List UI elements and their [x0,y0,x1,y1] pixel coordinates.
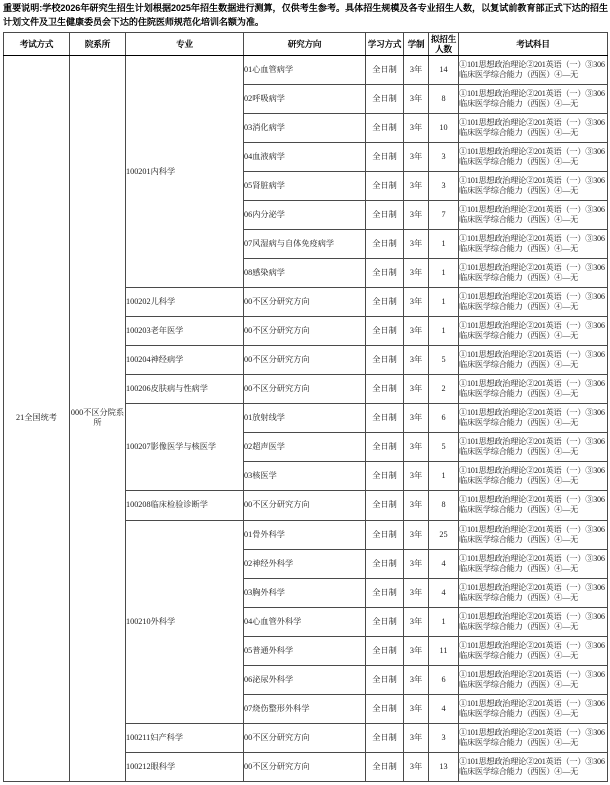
cell-study-mode: 全日制 [366,317,404,346]
cell-major: 100206皮肤病与性病学 [126,375,244,404]
cell-duration: 3年 [404,85,429,114]
cell-direction: 03消化病学 [244,114,366,143]
cell-subjects: ①101思想政治理论②201英语（一）③306临床医学综合能力（西医）④—无 [459,433,608,462]
admission-catalog-table [3,32,608,782]
cell-duration: 3年 [404,723,429,752]
header-subjects: 考试科目 [459,33,608,56]
cell-quota: 1 [429,607,459,636]
cell-subjects: ①101思想政治理论②201英语（一）③306临床医学综合能力（西医）④—无 [459,114,608,143]
header-duration: 学制 [404,33,429,56]
cell-duration: 3年 [404,288,429,317]
cell-quota: 3 [429,172,459,201]
cell-study-mode: 全日制 [366,491,404,520]
cell-direction: 01放射线学 [244,404,366,433]
cell-quota: 14 [429,56,459,85]
cell-quota: 25 [429,520,459,549]
cell-subjects: ①101思想政治理论②201英语（一）③306临床医学综合能力（西医）④—无 [459,317,608,346]
cell-direction: 02呼吸病学 [244,85,366,114]
cell-direction: 00不区分研究方向 [244,752,366,781]
header-exam-mode: 考试方式 [4,33,70,56]
cell-major: 100212眼科学 [126,752,244,781]
cell-direction: 06泌尿外科学 [244,665,366,694]
cell-direction: 06内分泌学 [244,201,366,230]
cell-study-mode: 全日制 [366,549,404,578]
cell-study-mode: 全日制 [366,56,404,85]
cell-direction: 04血液病学 [244,143,366,172]
cell-major: 100201内科学 [126,56,244,288]
cell-quota: 11 [429,636,459,665]
cell-subjects: ①101思想政治理论②201英语（一）③306临床医学综合能力（西医）④—无 [459,636,608,665]
cell-duration: 3年 [404,520,429,549]
cell-duration: 3年 [404,752,429,781]
header-department: 院系所 [70,33,126,56]
cell-duration: 3年 [404,201,429,230]
cell-quota: 6 [429,404,459,433]
cell-subjects: ①101思想政治理论②201英语（一）③306临床医学综合能力（西医）④—无 [459,375,608,404]
cell-major: 100207影像医学与核医学 [126,404,244,491]
cell-duration: 3年 [404,549,429,578]
cell-quota: 3 [429,143,459,172]
cell-quota: 5 [429,433,459,462]
cell-quota: 1 [429,259,459,288]
cell-study-mode: 全日制 [366,201,404,230]
cell-study-mode: 全日制 [366,404,404,433]
cell-department: 000不区分院系所 [70,56,126,782]
cell-subjects: ①101思想政治理论②201英语（一）③306临床医学综合能力（西医）④—无 [459,752,608,781]
cell-quota: 1 [429,317,459,346]
cell-duration: 3年 [404,694,429,723]
cell-quota: 13 [429,752,459,781]
cell-direction: 00不区分研究方向 [244,375,366,404]
cell-study-mode: 全日制 [366,578,404,607]
cell-subjects: ①101思想政治理论②201英语（一）③306临床医学综合能力（西医）④—无 [459,520,608,549]
cell-subjects: ①101思想政治理论②201英语（一）③306临床医学综合能力（西医）④—无 [459,549,608,578]
cell-major: 100204神经病学 [126,346,244,375]
cell-duration: 3年 [404,56,429,85]
cell-duration: 3年 [404,491,429,520]
header-direction: 研究方向 [244,33,366,56]
cell-major: 100202儿科学 [126,288,244,317]
cell-subjects: ①101思想政治理论②201英语（一）③306临床医学综合能力（西医）④—无 [459,665,608,694]
cell-quota: 1 [429,462,459,491]
cell-duration: 3年 [404,172,429,201]
cell-subjects: ①101思想政治理论②201英语（一）③306临床医学综合能力（西医）④—无 [459,172,608,201]
cell-direction: 02神经外科学 [244,549,366,578]
cell-subjects: ①101思想政治理论②201英语（一）③306临床医学综合能力（西医）④—无 [459,143,608,172]
table-header [4,33,608,56]
cell-subjects: ①101思想政治理论②201英语（一）③306临床医学综合能力（西医）④—无 [459,607,608,636]
cell-direction: 01心血管病学 [244,56,366,85]
cell-subjects: ①101思想政治理论②201英语（一）③306临床医学综合能力（西医）④—无 [459,491,608,520]
table-row [4,56,608,85]
cell-direction: 02超声医学 [244,433,366,462]
cell-direction: 00不区分研究方向 [244,491,366,520]
cell-direction: 08感染病学 [244,259,366,288]
cell-direction: 00不区分研究方向 [244,346,366,375]
cell-major: 100210外科学 [126,520,244,723]
cell-study-mode: 全日制 [366,723,404,752]
cell-direction: 05普通外科学 [244,636,366,665]
cell-subjects: ①101思想政治理论②201英语（一）③306临床医学综合能力（西医）④—无 [459,230,608,259]
cell-major: 100211妇产科学 [126,723,244,752]
cell-study-mode: 全日制 [366,230,404,259]
cell-duration: 3年 [404,317,429,346]
important-notice: 重要说明:学校2026年研究生招生计划根据2025年招生数据进行测算，仅供考生参考。具体招生规模及各专业招生人数，以复试前教育部正式下达的招生计划文件及卫生健康委员会下达的住院医师规范化培训名额为准。 [3,3,608,27]
cell-direction: 03核医学 [244,462,366,491]
cell-study-mode: 全日制 [366,607,404,636]
cell-quota: 7 [429,201,459,230]
table-body [4,56,608,782]
cell-duration: 3年 [404,259,429,288]
cell-duration: 3年 [404,230,429,259]
cell-subjects: ①101思想政治理论②201英语（一）③306临床医学综合能力（西医）④—无 [459,694,608,723]
cell-study-mode: 全日制 [366,85,404,114]
cell-major: 100208临床检验诊断学 [126,491,244,520]
cell-subjects: ①101思想政治理论②201英语（一）③306临床医学综合能力（西医）④—无 [459,56,608,85]
header-row [4,33,608,56]
cell-duration: 3年 [404,404,429,433]
cell-duration: 3年 [404,607,429,636]
cell-duration: 3年 [404,114,429,143]
cell-duration: 3年 [404,433,429,462]
cell-duration: 3年 [404,636,429,665]
cell-subjects: ①101思想政治理论②201英语（一）③306临床医学综合能力（西医）④—无 [459,259,608,288]
cell-subjects: ①101思想政治理论②201英语（一）③306临床医学综合能力（西医）④—无 [459,404,608,433]
cell-study-mode: 全日制 [366,665,404,694]
cell-subjects: ①101思想政治理论②201英语（一）③306临床医学综合能力（西医）④—无 [459,462,608,491]
cell-quota: 5 [429,346,459,375]
cell-quota: 4 [429,578,459,607]
cell-study-mode: 全日制 [366,375,404,404]
cell-study-mode: 全日制 [366,114,404,143]
cell-study-mode: 全日制 [366,172,404,201]
cell-direction: 01骨外科学 [244,520,366,549]
cell-study-mode: 全日制 [366,636,404,665]
cell-quota: 3 [429,723,459,752]
cell-study-mode: 全日制 [366,462,404,491]
cell-quota: 6 [429,665,459,694]
cell-major: 100203老年医学 [126,317,244,346]
cell-direction: 04心血管外科学 [244,607,366,636]
cell-subjects: ①101思想政治理论②201英语（一）③306临床医学综合能力（西医）④—无 [459,578,608,607]
cell-quota: 1 [429,230,459,259]
cell-subjects: ①101思想政治理论②201英语（一）③306临床医学综合能力（西医）④—无 [459,723,608,752]
cell-quota: 8 [429,85,459,114]
cell-duration: 3年 [404,143,429,172]
cell-subjects: ①101思想政治理论②201英语（一）③306临床医学综合能力（西医）④—无 [459,346,608,375]
cell-direction: 07烧伤整形外科学 [244,694,366,723]
cell-study-mode: 全日制 [366,752,404,781]
cell-direction: 00不区分研究方向 [244,288,366,317]
cell-study-mode: 全日制 [366,288,404,317]
cell-duration: 3年 [404,665,429,694]
cell-quota: 4 [429,549,459,578]
header-study-mode: 学习方式 [366,33,404,56]
cell-duration: 3年 [404,462,429,491]
cell-quota: 2 [429,375,459,404]
header-quota: 拟招生人数 [429,33,459,56]
cell-direction: 03胸外科学 [244,578,366,607]
cell-quota: 1 [429,288,459,317]
cell-study-mode: 全日制 [366,433,404,462]
cell-subjects: ①101思想政治理论②201英语（一）③306临床医学综合能力（西医）④—无 [459,288,608,317]
cell-study-mode: 全日制 [366,694,404,723]
cell-direction: 05肾脏病学 [244,172,366,201]
cell-study-mode: 全日制 [366,346,404,375]
cell-direction: 00不区分研究方向 [244,317,366,346]
cell-exam-mode: 21全国统考 [4,56,70,782]
cell-quota: 10 [429,114,459,143]
cell-subjects: ①101思想政治理论②201英语（一）③306临床医学综合能力（西医）④—无 [459,201,608,230]
cell-duration: 3年 [404,375,429,404]
cell-study-mode: 全日制 [366,143,404,172]
cell-direction: 07风湿病与自体免疫病学 [244,230,366,259]
header-major: 专业 [126,33,244,56]
cell-quota: 8 [429,491,459,520]
cell-subjects: ①101思想政治理论②201英语（一）③306临床医学综合能力（西医）④—无 [459,85,608,114]
cell-study-mode: 全日制 [366,520,404,549]
cell-study-mode: 全日制 [366,259,404,288]
cell-duration: 3年 [404,346,429,375]
cell-direction: 00不区分研究方向 [244,723,366,752]
cell-quota: 4 [429,694,459,723]
cell-duration: 3年 [404,578,429,607]
